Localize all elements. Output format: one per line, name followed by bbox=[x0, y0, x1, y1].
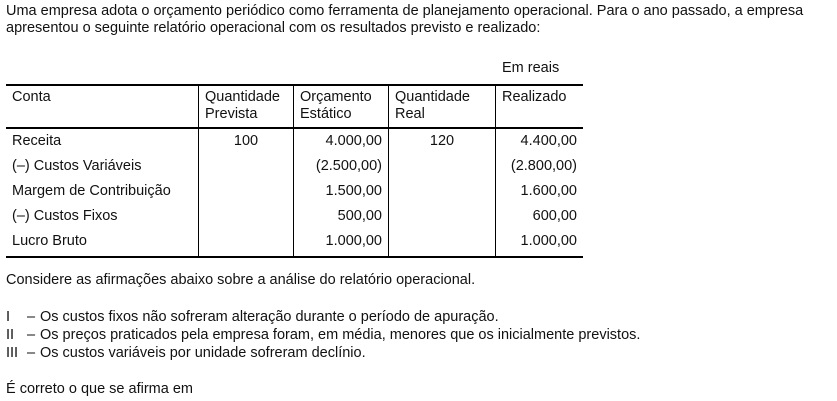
table-row bbox=[6, 156, 583, 181]
cell-quantidade-prevista bbox=[199, 181, 294, 206]
statement-text: Os custos variáveis por unidade sofreram declínio. bbox=[40, 345, 366, 361]
statement-number: III bbox=[6, 345, 19, 361]
cell-quantidade-prevista bbox=[199, 231, 294, 257]
statement-text: Os preços praticados pela empresa foram, em média, menores que os inicialmente previstos. bbox=[40, 327, 641, 343]
cell-realizado: 600,00 bbox=[496, 206, 584, 231]
cell-realizado: 1.600,00 bbox=[496, 181, 584, 206]
statement-dash: – bbox=[26, 327, 36, 343]
table-header-row bbox=[6, 85, 583, 128]
cell-realizado: 4.400,00 bbox=[496, 128, 584, 156]
row-label: Lucro Bruto bbox=[6, 231, 199, 257]
cell-quantidade-prevista bbox=[199, 206, 294, 231]
statement-number: I bbox=[6, 309, 11, 325]
question-text: Considere as afirmações abaixo sobre a análise do relatório operacional. bbox=[6, 272, 476, 288]
cell-orcamento-estatico: (2.500,00) bbox=[294, 156, 389, 181]
cell-realizado: (2.800,00) bbox=[496, 156, 584, 181]
row-label: Margem de Contribuição bbox=[12, 183, 171, 199]
statement-dash: – bbox=[26, 309, 36, 325]
cell-orcamento-estatico: 4.000,00 bbox=[294, 128, 389, 156]
row-label: (–) Custos Fixos bbox=[12, 208, 118, 224]
table-row bbox=[6, 231, 583, 257]
statement-text: Os custos fixos não sofreram alteração durante o período de apuração. bbox=[40, 309, 499, 325]
statements-list bbox=[6, 308, 640, 362]
table-row bbox=[6, 128, 583, 156]
header-quantidade-prevista: Quantidade Prevista bbox=[199, 85, 294, 128]
header-quantidade-real: Quantidade Real bbox=[389, 85, 496, 128]
cell-orcamento-estatico: 1.500,00 bbox=[294, 181, 389, 206]
cell-realizado: 1.000,00 bbox=[496, 231, 584, 257]
row-label: (–) Custos Variáveis bbox=[12, 158, 142, 174]
cell-orcamento-estatico: 1.000,00 bbox=[294, 231, 389, 257]
operational-report-table bbox=[6, 84, 583, 258]
statement-number: II bbox=[6, 327, 15, 343]
cell-quantidade-real bbox=[389, 181, 496, 206]
statement-item bbox=[6, 344, 640, 362]
cell-quantidade-real bbox=[389, 156, 496, 181]
closing-text: É correto o que se afirma em bbox=[6, 381, 193, 397]
cell-orcamento-estatico: 500,00 bbox=[294, 206, 389, 231]
unit-label: Em reais bbox=[502, 60, 560, 76]
table-row bbox=[6, 181, 583, 206]
cell-quantidade-prevista bbox=[199, 156, 294, 181]
table-row bbox=[6, 206, 583, 231]
row-label: Receita bbox=[12, 133, 62, 149]
statement-dash: – bbox=[26, 345, 36, 361]
statement-item bbox=[6, 308, 640, 326]
cell-quantidade-real bbox=[389, 231, 496, 257]
cell-quantidade-prevista: 100 bbox=[199, 128, 294, 156]
cell-quantidade-real: 120 bbox=[389, 128, 496, 156]
header-conta: Conta bbox=[6, 85, 199, 128]
header-realizado: Realizado bbox=[496, 85, 584, 128]
intro-paragraph: Uma empresa adota o orçamento periódico como ferramenta de planejamento operacional. Para o ano passado, a empresa apresentou o seguinte relatório operacional com os resultados previsto e realizado: bbox=[6, 3, 804, 36]
header-orcamento-estatico: Orçamento Estático bbox=[294, 85, 389, 128]
cell-quantidade-real bbox=[389, 206, 496, 231]
statement-item bbox=[6, 326, 640, 344]
